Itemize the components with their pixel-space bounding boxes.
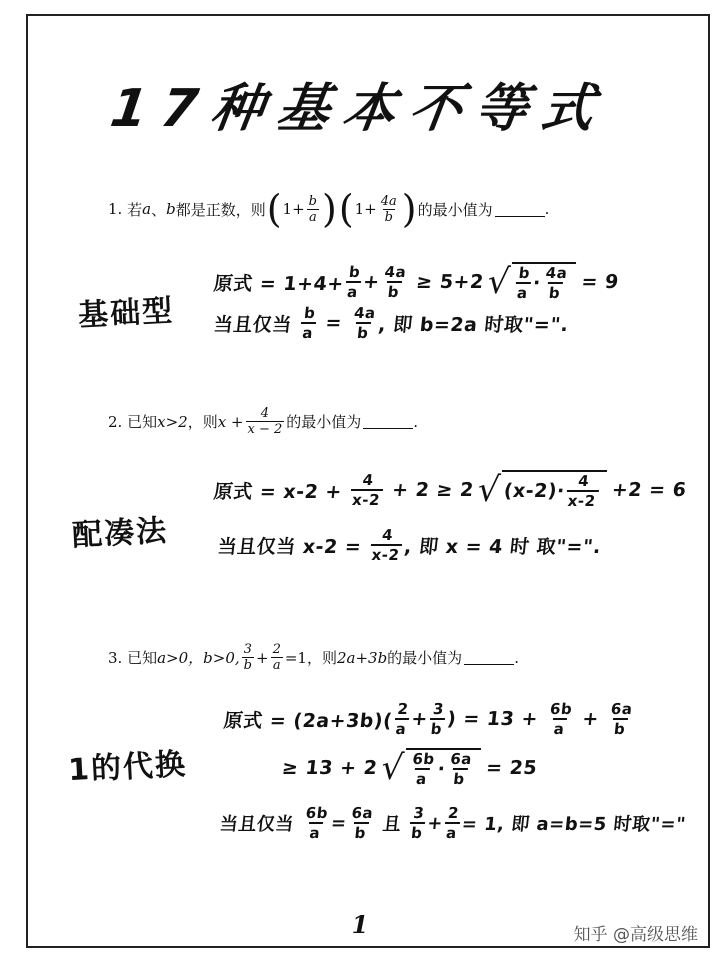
problem-1-statement: 1. 若 a 、 b 都是正数，则 ( 1+ $\frac{b}{a}$ ) ( 1+ $\frac{4a}{b}$ ) 的最小值为 . — [108, 187, 550, 231]
solution-3-line-2: ≥ 13 + 2 √ $\frac{6b}{a}$ · $\frac{6a}{b}$ = 25 — [280, 748, 539, 788]
solution-1-line-1: 原式 = 1+4+ $\frac{b}{a}$ + $\frac{4a}{b}$ ≥ 5+2 √ $\frac{b}{a}$ · $\frac{4a}{b}$ = 9 — [212, 262, 620, 302]
solution-1-line-2: 当且仅当 $\frac{b}{a}$ = $\frac{4a}{b}$ , 即 b=2a 时取"=". — [212, 304, 570, 342]
problem-3-statement: 3. 已知 a>0，b>0, $\frac{3}{b}$ + $\frac{2}{a}$ =1，则 2a+3b 的最小值为 . — [108, 642, 519, 673]
fraction: $\frac{4a}{b}$ — [380, 193, 397, 225]
problem-2-statement: 2. 已知 x>2 ，则 x + $\frac{4}{x - 2}$ 的最小值为 . — [108, 406, 419, 437]
method-label-3: 1的代换 — [67, 746, 188, 789]
page-title: 17种基本不等式 — [106, 79, 612, 139]
answer-blank — [363, 414, 413, 429]
answer-blank — [495, 202, 545, 217]
answer-blank — [464, 650, 514, 665]
solution-2-line-1: 原式 = x-2 + $\frac{4}{x-2}$ + 2 ≥ 2 √ (x-2)· $\frac{4}{x-2}$ +2 = 6 — [212, 470, 688, 510]
solution-3-line-3: 当且仅当 $\frac{6b}{a}$ = $\frac{6a}{b}$ 且 $\frac{3}{b}$ + $\frac{2}{a}$ = 1, 即 a=b=5 时取"=" — [218, 804, 687, 842]
method-label-1: 基础型 — [77, 293, 176, 334]
square-root: √ $\frac{b}{a}$ · $\frac{4a}{b}$ — [486, 262, 577, 302]
watermark: 知乎 @高级思维 — [573, 925, 698, 945]
solution-2-line-2: 当且仅当 x-2 = $\frac{4}{x-2}$ , 即 x = 4 时 取"=". — [216, 526, 603, 564]
page-number: 1 — [351, 910, 369, 939]
square-root: √ $\frac{6b}{a}$ · $\frac{6a}{b}$ — [379, 748, 481, 788]
square-root: √ (x-2)· $\frac{4}{x-2}$ — [476, 470, 607, 510]
fraction: $\frac{b}{a}$ — [308, 193, 317, 225]
method-label-2: 配凑法 — [71, 513, 170, 554]
solution-3-line-1: 原式 = (2a+3b)( $\frac{2}{a}$ + $\frac{3}{b}$ ) = 13 + $\frac{6b}{a}$ + $\frac{6a}{b}$ — [222, 700, 634, 738]
